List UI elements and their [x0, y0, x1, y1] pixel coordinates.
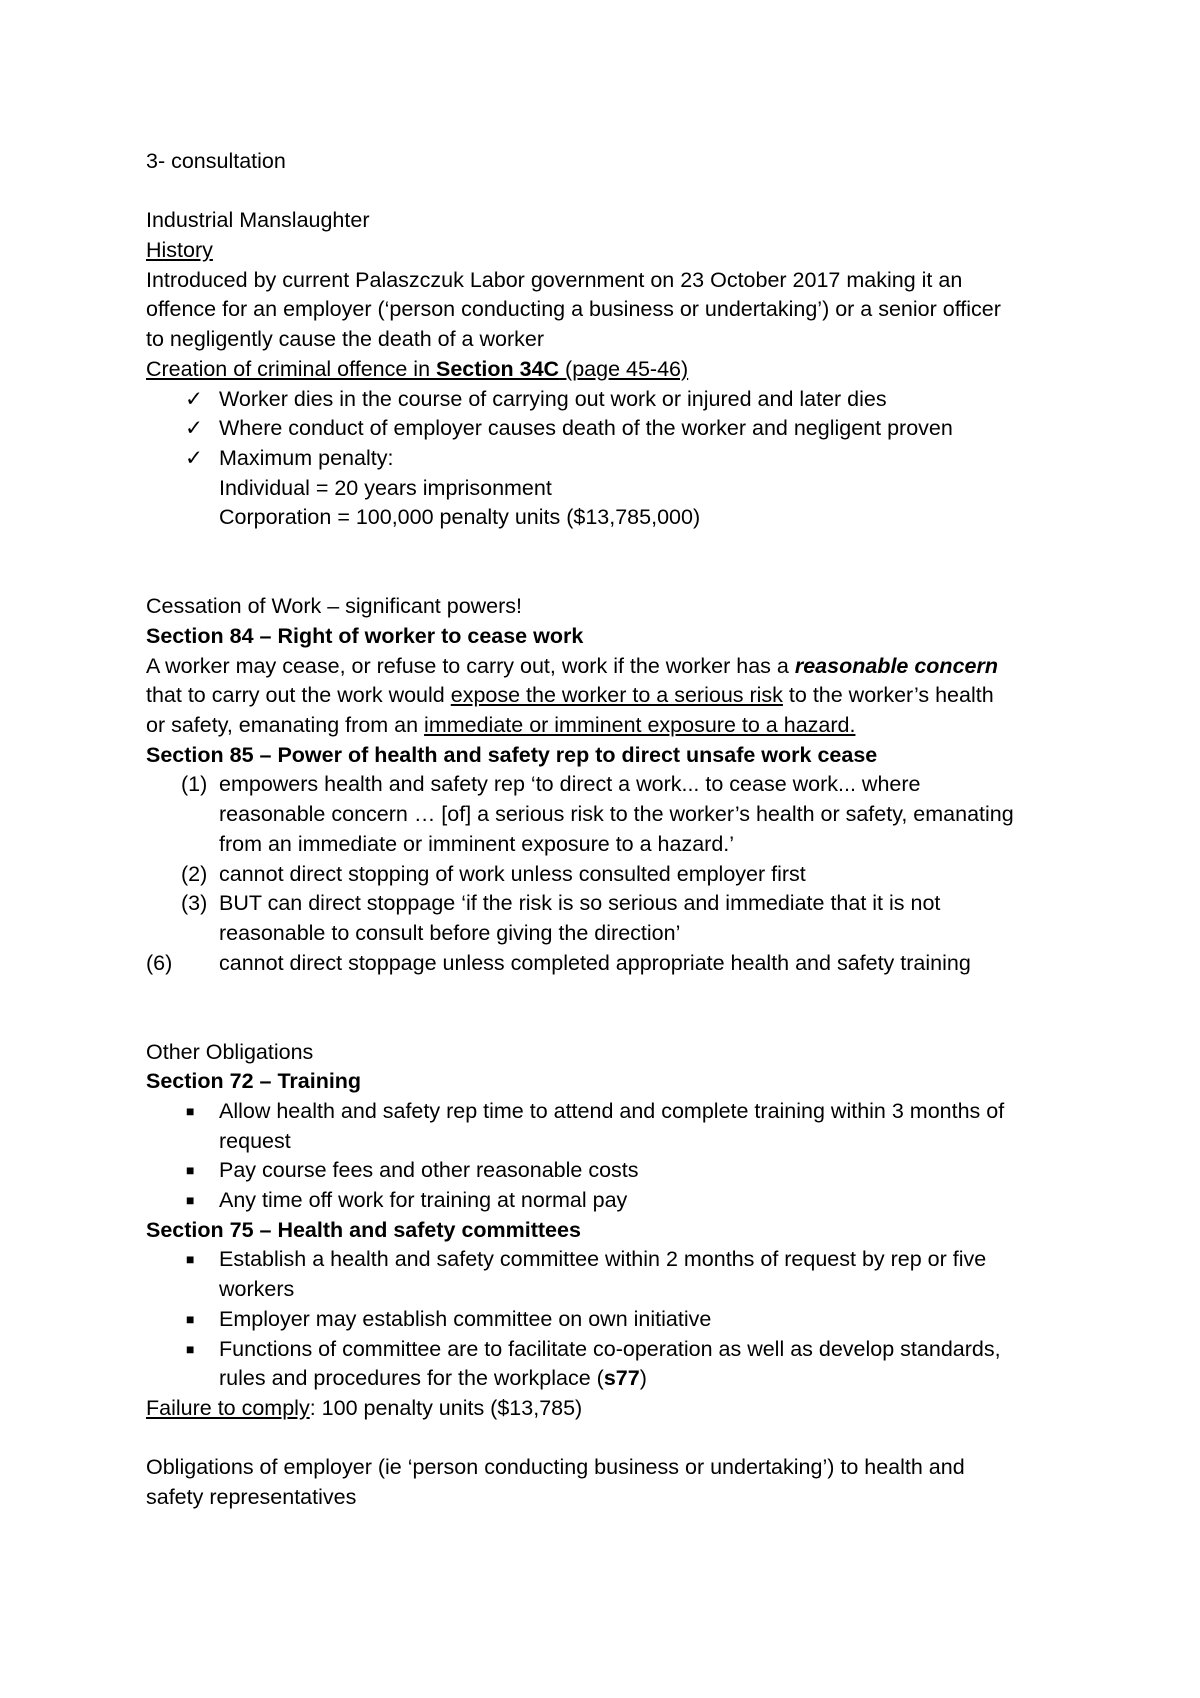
numbered-item-continuation: reasonable to consult before giving the direction’: [219, 920, 681, 945]
bullet-item: ■ Allow health and safety rep time to attend and complete training within 3 months of: [146, 1097, 1100, 1127]
bullet-item: ■ Functions of committee are to facilitate co-operation as well as develop standards,: [146, 1335, 1100, 1365]
check-icon: ✓: [185, 386, 204, 411]
bullet-continuation: rules and procedures for the workplace (s77): [219, 1366, 647, 1391]
check-icon: ✓: [185, 445, 204, 470]
numbered-item: (2) cannot direct stopping of work unless consulted employer first: [181, 861, 806, 886]
tick-item: ✓ Maximum penalty:: [146, 444, 1100, 474]
check-icon: ✓: [185, 416, 204, 441]
penalty-corporation: Corporation = 100,000 penalty units ($13,785,000): [219, 505, 701, 530]
other-obligations-title: Other Obligations: [146, 1039, 314, 1064]
serious-risk: expose the worker to a serious risk: [450, 683, 783, 708]
s84-line: that to carry out the work would expose the worker to a serious risk to the worker’s health: [146, 683, 994, 708]
square-bullet-icon: ■: [186, 1103, 195, 1119]
section-84-title: Section 84 – Right of worker to cease work: [146, 624, 584, 648]
creation-line: Creation of criminal offence in Section 34C (page 45-46): [146, 356, 689, 381]
section-72-title: Section 72 – Training: [146, 1069, 362, 1094]
tick-item: ✓ Where conduct of employer causes death of the worker and negligent proven: [146, 414, 1100, 444]
section-34c: Section 34C: [436, 356, 560, 381]
s84-line: or safety, emanating from an immediate or imminent exposure to a hazard.: [146, 713, 856, 738]
square-bullet-icon: ■: [186, 1162, 195, 1179]
penalty-individual: Individual = 20 years imprisonment: [219, 475, 552, 500]
document-heading: 3- consultation: [146, 149, 286, 173]
square-bullet-icon: ■: [186, 1340, 195, 1357]
numbered-item: (1) empowers health and safety rep ‘to direct a work... to cease work... where: [181, 772, 921, 797]
section-75-title: Section 75 – Health and safety committees: [146, 1217, 581, 1242]
numbered-item: (3) BUT can direct stoppage ‘if the risk is so serious and immediate that it is not: [181, 891, 941, 916]
employer-obligations-line: safety representatives: [146, 1484, 357, 1509]
bullet-item: ■ Pay course fees and other reasonable costs: [146, 1156, 1100, 1186]
section-85-title: Section 85 – Power of health and safety rep to direct unsafe work cease: [146, 742, 878, 767]
manslaughter-title: Industrial Manslaughter: [146, 208, 370, 233]
bullet-continuation: request: [219, 1128, 291, 1153]
history-line: to negligently cause the death of a worker: [146, 327, 545, 352]
history-line: Introduced by current Palaszczuk Labor government on 23 October 2017 making it an: [146, 267, 963, 292]
history-label: History: [146, 238, 213, 263]
bullet-item: ■ Establish a health and safety committee within 2 months of request by rep or five: [146, 1245, 1100, 1275]
history-line: offence for an employer (‘person conducting a business or undertaking’) or a senior officer: [146, 297, 1001, 322]
imminent-exposure: immediate or imminent exposure to a hazard.: [424, 713, 856, 738]
numbered-item: (6) cannot direct stoppage unless completed appropriate health and safety training: [146, 950, 971, 975]
bullet-item: ■ Employer may establish committee on own initiative: [146, 1305, 1100, 1335]
square-bullet-icon: ■: [186, 1310, 195, 1327]
reasonable-concern: reasonable concern: [794, 653, 998, 678]
employer-obligations-line: Obligations of employer (ie ‘person conducting business or undertaking’) to health and: [146, 1455, 965, 1480]
numbered-item-continuation: reasonable concern … [of] a serious risk to the worker’s health or safety, emanating: [219, 802, 1014, 827]
bullet-continuation: workers: [219, 1277, 295, 1302]
tick-item: ✓ Worker dies in the course of carrying out work or injured and later dies: [146, 385, 1100, 415]
failure-line: Failure to comply: 100 penalty units ($13,785): [146, 1395, 583, 1420]
failure-label: Failure to comply: [146, 1395, 310, 1420]
s84-line: A worker may cease, or refuse to carry out, work if the worker has a reasonable concern: [146, 653, 998, 678]
square-bullet-icon: ■: [186, 1192, 195, 1209]
square-bullet-icon: ■: [186, 1251, 195, 1268]
s77-reference: s77: [603, 1366, 640, 1391]
cessation-title: Cessation of Work – significant powers!: [146, 594, 523, 619]
bullet-item: ■ Any time off work for training at normal pay: [146, 1186, 1100, 1216]
numbered-item-continuation: from an immediate or imminent exposure to a hazard.’: [219, 831, 735, 856]
